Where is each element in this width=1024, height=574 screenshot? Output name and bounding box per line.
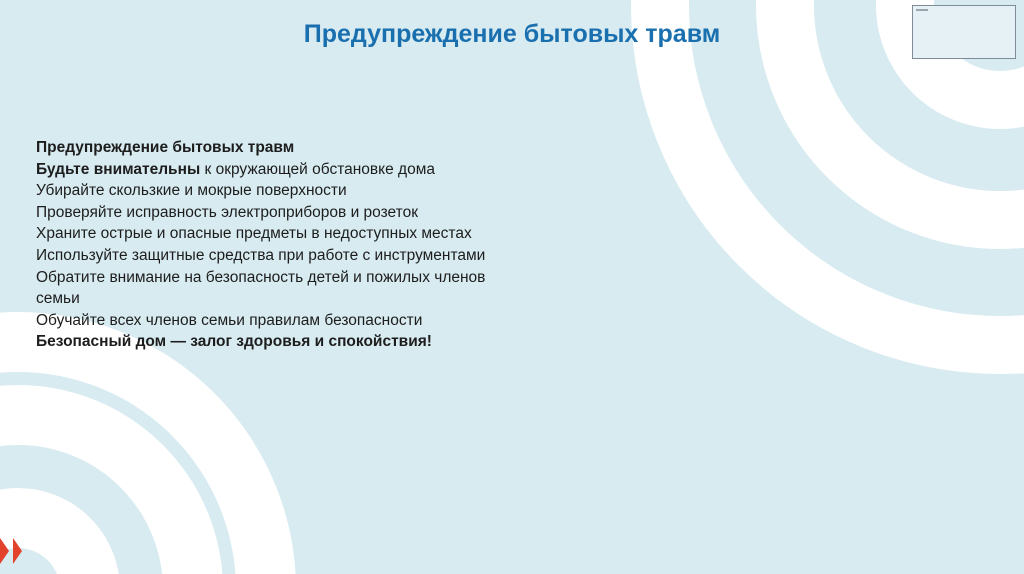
body-line: Убирайте скользкие и мокрые поверхности: [36, 182, 347, 200]
body-line: Обучайте всех членов семьи правилам безопасности: [36, 311, 423, 329]
body-line: Обратите внимание на безопасность детей и пожилых членов семьи: [36, 268, 486, 308]
body-line: Используйте защитные средства при работе с инструментами: [36, 246, 486, 264]
body-line-rest: к окружающей обстановке дома: [200, 160, 435, 178]
body-line: [36, 159, 526, 181]
body-line-heading: Предупреждение бытовых травм: [36, 139, 295, 156]
body-line-emphasis: Будьте внимательны: [36, 160, 201, 178]
body-line: Храните острые и опасные предметы в недоступных местах: [36, 225, 472, 243]
slide-title: Предупреждение бытовых травм: [303, 20, 721, 48]
slide-body: [36, 137, 526, 353]
body-line-conclusion: Безопасный дом — залог здоровья и спокойствия!: [36, 333, 432, 351]
body-line: Проверяйте исправность электроприборов и розеток: [36, 203, 418, 221]
double-chevron-right-icon[interactable]: [0, 536, 34, 566]
